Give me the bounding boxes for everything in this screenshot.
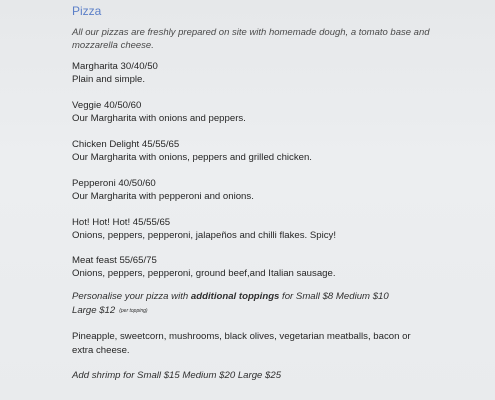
toppings-note: (per topping) — [119, 308, 148, 314]
section-intro: All our pizzas are freshly prepared on site with homemade dough, a tomato base and mozzarella cheese. — [72, 27, 430, 51]
menu-item-desc: Our Margharita with pepperoni and onions. — [72, 191, 254, 202]
menu-item-hot-hot-hot — [72, 216, 336, 242]
shrimp-offer: Add shrimp for Small $15 Medium $20 Large $25 — [72, 370, 282, 381]
toppings-large-price: Large $12 — [72, 305, 116, 316]
menu-item-title: Hot! Hot! Hot! 45/55/65 — [72, 217, 171, 228]
toppings-bold: additional toppings — [190, 291, 280, 302]
menu-item-meat-feast — [72, 254, 336, 280]
menu-item-desc: Our Margharita with onions, peppers and grilled chicken. — [72, 152, 312, 163]
menu-item-veggie — [72, 99, 246, 125]
section-title: Pizza — [72, 4, 102, 18]
menu-item-title: Chicken Delight 45/55/65 — [72, 139, 180, 150]
toppings-prefix: Personalise your pizza with — [72, 291, 191, 302]
menu-item-title: Margharita 30/40/50 — [72, 61, 158, 72]
menu-item-title: Meat feast 55/65/75 — [72, 255, 157, 266]
menu-item-title: Veggie 40/50/60 — [72, 100, 142, 111]
menu-item-desc: Onions, peppers, pepperoni, ground beef,and Italian sausage. — [72, 268, 336, 279]
menu-item-desc: Our Margharita with onions and peppers. — [72, 113, 246, 124]
toppings-list: Pineapple, sweetcorn, mushrooms, black olives, vegetarian meatballs, bacon or extra cheese. — [72, 331, 411, 356]
toppings-suffix: for Small $8 Medium $10 — [279, 291, 389, 302]
menu-item-title: Pepperoni 40/50/60 — [72, 178, 156, 189]
menu-item-margharita — [72, 60, 158, 86]
menu-item-chicken-delight — [72, 138, 312, 164]
menu-item-desc: Plain and simple. — [72, 74, 146, 85]
toppings-offer — [72, 290, 432, 318]
menu-item-pepperoni — [72, 177, 254, 203]
menu-item-desc: Onions, peppers, pepperoni, jalapeños and chilli flakes. Spicy! — [72, 230, 336, 241]
